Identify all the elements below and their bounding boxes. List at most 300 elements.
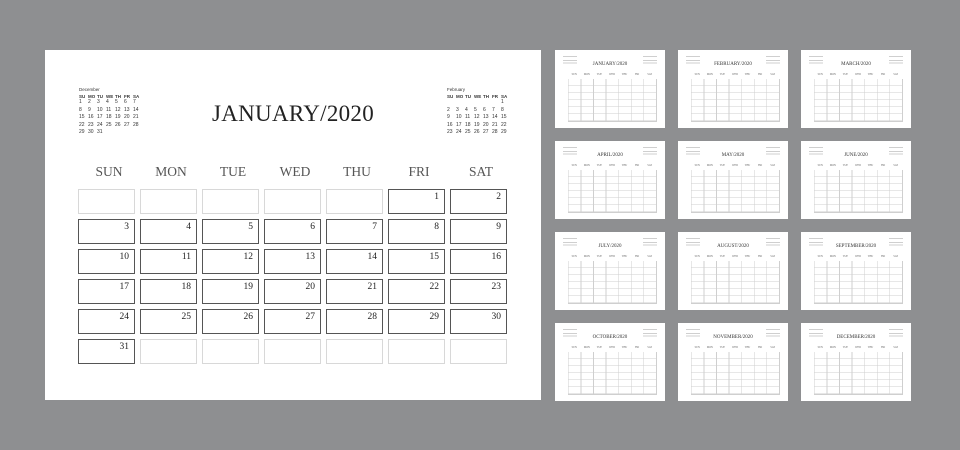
thumbnail-weekday-label: SAT	[770, 164, 776, 167]
month-thumbnail	[678, 323, 788, 401]
thumbnail-weekday-label: FRI	[635, 346, 640, 349]
mini-day: 7	[133, 99, 136, 105]
thumbnail-weekday-label: TUE	[842, 255, 848, 258]
mini-day: 31	[97, 129, 103, 136]
month-thumbnail	[555, 50, 665, 128]
page-title: JANUARY/2020	[211, 101, 375, 126]
weekday-label: THU	[343, 164, 371, 179]
mini-day: 9	[447, 114, 450, 121]
mini-day: 6	[124, 99, 127, 105]
day-number: 6	[310, 222, 315, 232]
thumbnail-weekday-label: THU	[744, 73, 751, 76]
thumbnail-weekday-label: SAT	[647, 73, 653, 76]
mini-day: 25	[465, 129, 471, 136]
thumbnail-weekday-label: WED	[732, 164, 738, 167]
weekday-label: TUE	[219, 164, 247, 179]
mini-calendar-row	[447, 122, 519, 130]
day-cell	[264, 219, 321, 244]
mini-day: 12	[115, 106, 121, 113]
mini-day: 3	[456, 106, 459, 113]
thumbnail-weekday-label: FRI	[881, 346, 886, 349]
thumbnail-weekday-label: THU	[744, 346, 751, 349]
thumbnail-weekday-header	[568, 73, 656, 76]
mini-weekday-label: WE	[474, 94, 482, 99]
thumbnail-weekday-label: SUN	[817, 73, 823, 76]
day-number: 17	[119, 282, 129, 292]
thumbnail-weekday-label: WED	[609, 255, 615, 258]
weekday-label: SUN	[95, 164, 123, 179]
thumbnail-weekday-label: SAT	[770, 255, 776, 258]
thumbnail-title: MARCH/2020	[841, 62, 871, 67]
thumbnail-weekday-label: THU	[621, 255, 628, 258]
thumbnail-weekday-label: THU	[867, 73, 874, 76]
day-number: 28	[367, 312, 377, 322]
month-thumbnail	[801, 323, 911, 401]
thumbnail-weekday-label: MON	[829, 73, 836, 76]
day-number: 1	[434, 192, 439, 202]
thumbnail-weekday-label: TUE	[842, 164, 848, 167]
mini-weekday-label: SU	[447, 94, 454, 99]
mini-day: 19	[474, 121, 480, 128]
thumbnail-title: APRIL/2020	[597, 153, 623, 158]
weekday-label: SAT	[468, 164, 493, 179]
mini-weekday-label: TU	[97, 94, 103, 99]
thumbnail-month-grid	[691, 352, 780, 395]
thumbnail-title: JANUARY/2020	[592, 62, 628, 67]
mini-day: 18	[106, 114, 112, 121]
mini-day: 16	[447, 121, 453, 128]
day-number: 2	[496, 192, 501, 202]
thumbnail-weekday-label: SAT	[647, 255, 653, 258]
thumbnail-weekday-label: WED	[855, 255, 861, 258]
thumbnail-weekday-label: TUE	[842, 346, 848, 349]
thumbnail-weekday-label: SUN	[817, 346, 823, 349]
thumbnail-weekday-label: TUE	[596, 164, 602, 167]
mini-weekday-label: TU	[465, 94, 471, 99]
thumbnail-weekday-label: MON	[706, 164, 713, 167]
thumbnail-weekday-label: TUE	[596, 346, 602, 349]
mini-day: 29	[501, 129, 507, 136]
thumbnail-weekday-label: TUE	[842, 73, 848, 76]
day-number: 5	[248, 222, 253, 232]
mini-day	[474, 99, 483, 107]
month-thumbnail	[555, 141, 665, 219]
mini-calendar-title: February	[447, 87, 466, 92]
mini-day: 14	[492, 114, 498, 121]
day-number: 26	[243, 312, 253, 322]
month-thumbnail	[678, 141, 788, 219]
mini-day: 13	[124, 106, 130, 113]
mini-day	[483, 99, 492, 107]
month-thumbnail	[555, 323, 665, 401]
day-number: 29	[429, 312, 439, 322]
mini-weekday-label: SA	[133, 94, 140, 99]
thumbnail-weekday-label: WED	[732, 73, 738, 76]
day-cell	[140, 249, 197, 274]
mini-day: 14	[133, 106, 139, 113]
day-number: 23	[491, 282, 501, 292]
day-cell	[388, 279, 445, 304]
thumbnail-weekday-label: SAT	[893, 73, 899, 76]
mini-day: 22	[501, 121, 507, 128]
mini-day: 24	[97, 121, 103, 128]
day-cell	[78, 219, 135, 244]
day-cell	[264, 249, 321, 274]
mini-day: 5	[115, 99, 118, 105]
day-cell	[326, 219, 383, 244]
mini-day: 15	[501, 114, 507, 121]
mini-weekday-label: TH	[115, 94, 121, 99]
day-number: 20	[305, 282, 315, 292]
thumbnail-title: MAY/2020	[721, 153, 745, 158]
thumbnail-weekday-label: TUE	[719, 164, 725, 167]
day-cell	[140, 279, 197, 304]
mini-day: 30	[88, 129, 94, 136]
day-cell	[326, 249, 383, 274]
mini-day	[133, 129, 142, 137]
thumbnail-weekday-label: SAT	[647, 346, 653, 349]
thumbnail-title: AUGUST/2020	[717, 244, 749, 249]
mini-day: 24	[456, 129, 462, 136]
weekday-label: MON	[155, 164, 187, 179]
mini-day: 20	[124, 114, 130, 121]
mini-day: 9	[88, 106, 91, 113]
thumbnail-month-grid	[568, 261, 657, 304]
day-number: 27	[305, 312, 315, 322]
thumbnail-weekday-label: MON	[706, 255, 713, 258]
mini-day: 29	[79, 129, 85, 136]
empty-day-cell	[388, 339, 445, 364]
mini-day: 25	[106, 121, 112, 128]
day-number: 9	[496, 222, 501, 232]
thumbnail-weekday-label: FRI	[635, 164, 640, 167]
mini-weekday-label: WE	[106, 94, 114, 99]
thumbnail-weekday-label: MON	[583, 346, 590, 349]
empty-day-cell	[78, 189, 135, 214]
thumbnail-month-grid	[691, 79, 780, 122]
day-cell	[202, 249, 259, 274]
thumbnail-weekday-label: MON	[706, 346, 713, 349]
day-number: 10	[119, 252, 129, 262]
mini-day	[447, 99, 456, 107]
thumbnail-weekday-label: THU	[744, 255, 751, 258]
day-cell	[326, 279, 383, 304]
day-number: 14	[367, 252, 377, 262]
mini-day: 26	[115, 121, 121, 128]
day-cell	[78, 309, 135, 334]
thumbnail-month-grid	[691, 261, 780, 304]
mini-day: 11	[465, 114, 471, 121]
thumbnail-month-grid	[568, 352, 657, 395]
thumbnail-weekday-label: FRI	[881, 255, 886, 258]
mini-calendar-row	[447, 114, 519, 122]
thumbnail-weekday-label: SAT	[893, 164, 899, 167]
mini-day: 5	[474, 106, 477, 113]
mini-day: 12	[474, 114, 480, 121]
month-thumbnail	[801, 232, 911, 310]
month-thumbnail	[678, 232, 788, 310]
day-number: 31	[119, 342, 129, 352]
day-cell	[450, 279, 507, 304]
day-cell	[388, 189, 445, 214]
day-number: 12	[243, 252, 253, 262]
thumbnail-weekday-label: MON	[829, 255, 836, 258]
mini-weekday-label: MO	[88, 94, 96, 99]
mini-day: 28	[133, 121, 139, 128]
day-number: 24	[119, 312, 129, 322]
mini-day: 13	[483, 114, 489, 121]
thumbnail-title: FEBRUARY/2020	[714, 62, 752, 67]
thumbnail-weekday-label: FRI	[758, 73, 763, 76]
mini-day: 8	[501, 106, 504, 113]
thumbnail-weekday-header	[568, 255, 656, 258]
thumbnail-weekday-label: SAT	[893, 346, 899, 349]
thumbnail-weekday-label: FRI	[635, 255, 640, 258]
mini-day	[115, 129, 124, 137]
empty-day-cell	[264, 189, 321, 214]
thumbnail-weekday-label: MON	[829, 346, 836, 349]
thumbnail-weekday-label: WED	[855, 346, 861, 349]
thumbnail-weekday-label: MON	[583, 164, 590, 167]
thumbnail-weekday-label: FRI	[758, 164, 763, 167]
thumbnail-weekday-label: MON	[583, 73, 590, 76]
thumbnail-weekday-label: WED	[609, 346, 615, 349]
mini-weekday-label: SA	[501, 94, 508, 99]
thumbnail-weekday-label: WED	[855, 164, 861, 167]
thumbnail-weekday-label: SUN	[694, 346, 700, 349]
thumbnail-weekday-label: THU	[867, 164, 874, 167]
day-cell	[450, 249, 507, 274]
thumbnail-weekday-header	[814, 346, 902, 349]
thumbnail-month-grid	[814, 170, 903, 213]
mini-day: 21	[492, 121, 498, 128]
mini-weekday-label: FR	[492, 94, 498, 99]
thumbnail-weekday-label: SAT	[893, 255, 899, 258]
mini-day: 21	[133, 114, 139, 121]
mini-day: 23	[447, 129, 453, 136]
day-cell	[450, 309, 507, 334]
mini-day: 4	[106, 99, 109, 105]
day-cell	[78, 279, 135, 304]
day-number: 30	[491, 312, 501, 322]
thumbnail-weekday-label: THU	[621, 164, 628, 167]
mini-weekday-label: TH	[483, 94, 489, 99]
empty-day-cell	[264, 339, 321, 364]
thumbnail-weekday-label: SUN	[571, 255, 577, 258]
thumbnail-weekday-header	[691, 346, 779, 349]
day-number: 18	[181, 282, 191, 292]
mini-day	[456, 99, 465, 107]
mini-day: 8	[79, 106, 82, 113]
thumbnail-weekday-label: TUE	[719, 255, 725, 258]
thumbnail-weekday-label: SAT	[770, 346, 776, 349]
mini-day: 17	[456, 121, 462, 128]
mini-day: 20	[483, 121, 489, 128]
mini-weekday-label: FR	[124, 94, 130, 99]
day-number: 22	[429, 282, 439, 292]
thumbnail-month-grid	[814, 352, 903, 395]
thumbnail-weekday-label: WED	[732, 255, 738, 258]
mini-calendar-row	[447, 99, 519, 107]
thumbnail-weekday-label: SUN	[571, 73, 577, 76]
thumbnail-weekday-label: SUN	[817, 164, 823, 167]
thumbnail-weekday-header	[568, 164, 656, 167]
mini-day: 10	[456, 114, 462, 121]
thumbnail-month-grid	[814, 261, 903, 304]
day-number: 4	[186, 222, 191, 232]
day-number: 15	[429, 252, 439, 262]
day-cell	[388, 309, 445, 334]
mini-day	[465, 99, 474, 107]
day-cell	[450, 219, 507, 244]
mini-calendar-row	[447, 107, 519, 115]
thumbnail-weekday-header	[691, 164, 779, 167]
day-number: 7	[372, 222, 377, 232]
day-number: 8	[434, 222, 439, 232]
thumbnail-weekday-header	[814, 73, 902, 76]
thumbnail-weekday-label: TUE	[719, 73, 725, 76]
mini-day: 16	[88, 114, 94, 121]
thumbnail-weekday-label: SUN	[694, 164, 700, 167]
mini-calendar-february	[447, 87, 519, 137]
empty-day-cell	[326, 339, 383, 364]
mini-day: 1	[501, 99, 504, 105]
day-cell	[140, 309, 197, 334]
thumbnail-month-grid	[568, 79, 657, 122]
month-thumbnail	[678, 50, 788, 128]
thumbnail-weekday-label: TUE	[719, 346, 725, 349]
thumbnail-month-grid	[814, 79, 903, 122]
thumbnail-weekday-label: SUN	[571, 346, 577, 349]
empty-day-cell	[202, 339, 259, 364]
day-cell	[140, 219, 197, 244]
thumbnail-weekday-label: WED	[855, 73, 861, 76]
mini-day: 27	[483, 129, 489, 136]
day-number: 11	[181, 252, 191, 262]
mini-day: 11	[106, 106, 112, 113]
thumbnail-weekday-label: WED	[609, 164, 615, 167]
day-cell	[326, 309, 383, 334]
thumbnail-title: DECEMBER/2020	[836, 335, 876, 340]
day-number: 19	[243, 282, 253, 292]
thumbnail-weekday-label: SUN	[817, 255, 823, 258]
day-cell	[202, 279, 259, 304]
weekday-header	[78, 164, 512, 180]
thumbnail-weekday-label: SUN	[571, 164, 577, 167]
thumbnail-month-grid	[691, 170, 780, 213]
month-thumbnail	[801, 141, 911, 219]
thumbnail-weekday-label: TUE	[596, 73, 602, 76]
mini-day	[106, 129, 115, 137]
day-number: 3	[124, 222, 129, 232]
mini-day: 22	[79, 121, 85, 128]
thumbnail-weekday-label: MON	[829, 164, 836, 167]
mini-day: 10	[97, 106, 103, 113]
mini-day: 26	[474, 129, 480, 136]
thumbnail-weekday-header	[691, 255, 779, 258]
mini-day: 1	[79, 99, 82, 105]
thumbnail-month-grid	[568, 170, 657, 213]
empty-day-cell	[202, 189, 259, 214]
thumbnail-weekday-label: SUN	[694, 255, 700, 258]
day-number: 25	[181, 312, 191, 322]
day-cell	[78, 339, 135, 364]
mini-day: 3	[97, 99, 100, 105]
thumbnail-weekday-label: FRI	[758, 346, 763, 349]
mini-weekday-label: SU	[79, 94, 86, 99]
thumbnail-title: NOVEMBER/2020	[713, 335, 753, 340]
thumbnail-weekday-label: THU	[867, 255, 874, 258]
mini-day: 17	[97, 114, 103, 121]
thumbnail-weekday-label: THU	[621, 346, 628, 349]
thumbnail-weekday-label: WED	[732, 346, 738, 349]
day-cell	[388, 219, 445, 244]
mini-day: 19	[115, 114, 121, 121]
mini-day: 28	[492, 129, 498, 136]
weekday-label: FRI	[408, 164, 430, 179]
thumbnail-title: OCTOBER/2020	[592, 335, 628, 340]
thumbnail-weekday-label: SAT	[770, 73, 776, 76]
weekday-label: WED	[279, 164, 311, 179]
mini-calendar-title: December	[79, 87, 100, 92]
mini-day	[492, 99, 501, 107]
empty-day-cell	[140, 189, 197, 214]
thumbnail-weekday-label: SUN	[694, 73, 700, 76]
mini-weekday-label: MO	[456, 94, 464, 99]
day-cell	[388, 249, 445, 274]
thumbnail-weekday-label: FRI	[635, 73, 640, 76]
mini-calendar-row	[79, 129, 151, 137]
thumbnail-weekday-header	[814, 164, 902, 167]
mini-day: 18	[465, 121, 471, 128]
thumbnail-weekday-label: THU	[621, 73, 628, 76]
thumbnail-weekday-label: FRI	[881, 73, 886, 76]
day-number: 13	[305, 252, 315, 262]
empty-day-cell	[326, 189, 383, 214]
empty-day-cell	[140, 339, 197, 364]
day-cell	[264, 309, 321, 334]
day-number: 21	[367, 282, 377, 292]
day-number: 16	[491, 252, 501, 262]
day-cell	[202, 309, 259, 334]
thumbnail-weekday-label: THU	[867, 346, 874, 349]
mini-day: 2	[88, 99, 91, 105]
mini-day: 7	[492, 106, 495, 113]
mini-day: 2	[447, 106, 450, 113]
thumbnail-weekday-label: MON	[583, 255, 590, 258]
day-cell	[202, 219, 259, 244]
thumbnail-weekday-label: THU	[744, 164, 751, 167]
main-calendar-page	[45, 50, 541, 400]
mini-calendar-row	[447, 129, 519, 137]
thumbnail-weekday-label: FRI	[758, 255, 763, 258]
mini-day: 6	[483, 106, 486, 113]
thumbnail-weekday-label: SAT	[647, 164, 653, 167]
month-thumbnail	[555, 232, 665, 310]
thumbnail-title: JULY/2020	[598, 244, 622, 249]
day-cell	[78, 249, 135, 274]
mini-day: 4	[465, 106, 468, 113]
mini-day: 27	[124, 121, 130, 128]
mini-day: 23	[88, 121, 94, 128]
thumbnail-title: JUNE/2020	[844, 153, 868, 158]
thumbnail-weekday-label: FRI	[881, 164, 886, 167]
thumbnail-weekday-header	[568, 346, 656, 349]
mini-day: 15	[79, 114, 85, 121]
day-cell	[450, 189, 507, 214]
thumbnail-weekday-label: WED	[609, 73, 615, 76]
thumbnail-weekday-label: TUE	[596, 255, 602, 258]
